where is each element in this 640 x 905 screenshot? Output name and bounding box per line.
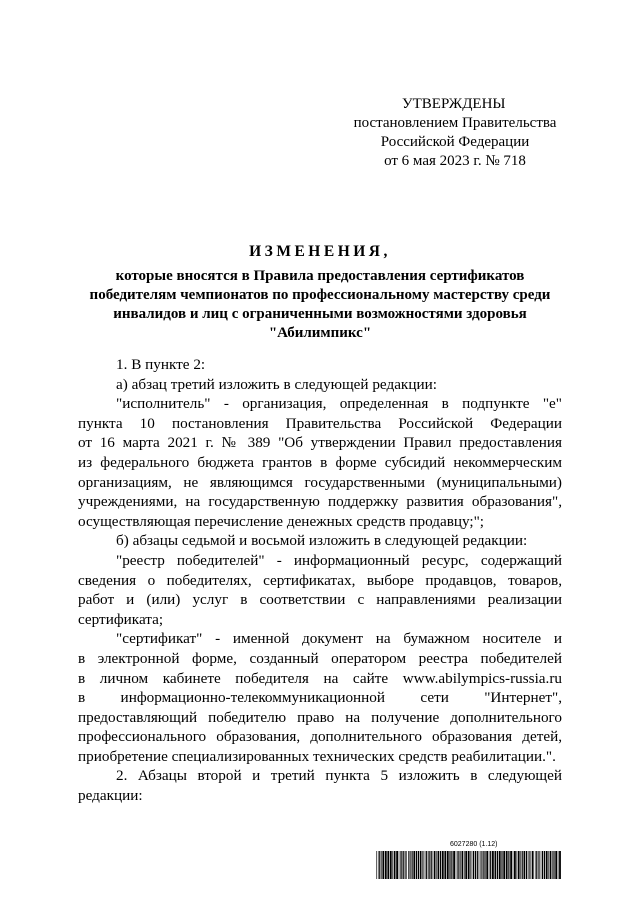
document-body	[78, 355, 562, 806]
body-line: "реестр победителей" - информационный ресурс, содержащий	[116, 551, 562, 569]
subtitle-line: "Абилимпикс"	[268, 325, 372, 341]
body-line: организациям, не являющимся государственными (муниципальными)	[78, 473, 562, 491]
approval-stamp	[340, 95, 570, 171]
body-line: в информационно-телекоммуникационной сети "Интернет",	[78, 689, 562, 707]
subtitle-line: инвалидов и лиц с ограниченными возможностями здоровья	[113, 306, 527, 322]
body-line: из федерального бюджета грантов в форме субсидий некоммерческим	[78, 453, 562, 471]
body-line: предоставляющий победителю право на получение дополнительного	[78, 708, 562, 726]
body-line: "исполнитель" - организация, определенная в подпункте "е"	[116, 395, 562, 413]
body-line: в личном кабинете победителя на сайте www.abilympics-russia.ru	[78, 669, 562, 687]
approval-heading: УТВЕРЖДЕНЫ	[402, 96, 506, 112]
body-line: в электронной форме, созданный оператором реестра победителей	[78, 649, 562, 667]
body-line: 1. В пункте 2:	[116, 356, 206, 373]
body-line: б) абзацы седьмой и восьмой изложить в следующей редакции:	[116, 532, 528, 550]
barcode-number: 6027280 (1.12)	[450, 841, 498, 848]
body-line: редакции:	[78, 787, 143, 805]
body-line: приобретение специализированных технических средств реабилитации.".	[78, 747, 556, 765]
approval-date: от 6 мая 2023 г. № 718	[384, 153, 526, 169]
body-line: учреждениями, на государственную поддержку развития образования",	[78, 493, 562, 511]
approval-line: Российской Федерации	[380, 134, 530, 150]
body-line: работ и (или) услуг в соответствии с направлениями реализации	[78, 591, 562, 609]
document-subtitle	[60, 267, 580, 343]
body-line: сведения о победителях, сертификатах, выборе продавцов, товаров,	[78, 571, 562, 589]
body-line: "сертификат" - именной документ на бумажном носителе и	[116, 630, 562, 648]
body-line: 2. Абзацы второй и третий пункта 5 изложить в следующей	[116, 767, 562, 785]
body-line: от 16 марта 2021 г. № 389 "Об утверждении Правил предоставления	[78, 434, 562, 452]
body-line: пункта 10 постановления Правительства Российской Федерации	[78, 414, 562, 432]
document-title: ИЗМЕНЕНИЯ,	[249, 243, 391, 260]
approval-line: постановлением Правительства	[353, 115, 557, 131]
body-line: сертификата;	[78, 610, 164, 628]
body-line: профессионального образования, дополнительного образования детей,	[78, 728, 562, 746]
body-line: осуществляющая перечисление денежных средств продавцу;";	[78, 512, 485, 530]
barcode-icon	[376, 851, 561, 879]
subtitle-line: которые вносятся в Правила предоставления сертификатов	[115, 268, 525, 284]
body-line: а) абзац третий изложить в следующей редакции:	[116, 375, 437, 393]
subtitle-line: победителям чемпионатов по профессиональному мастерству среди	[89, 287, 551, 303]
